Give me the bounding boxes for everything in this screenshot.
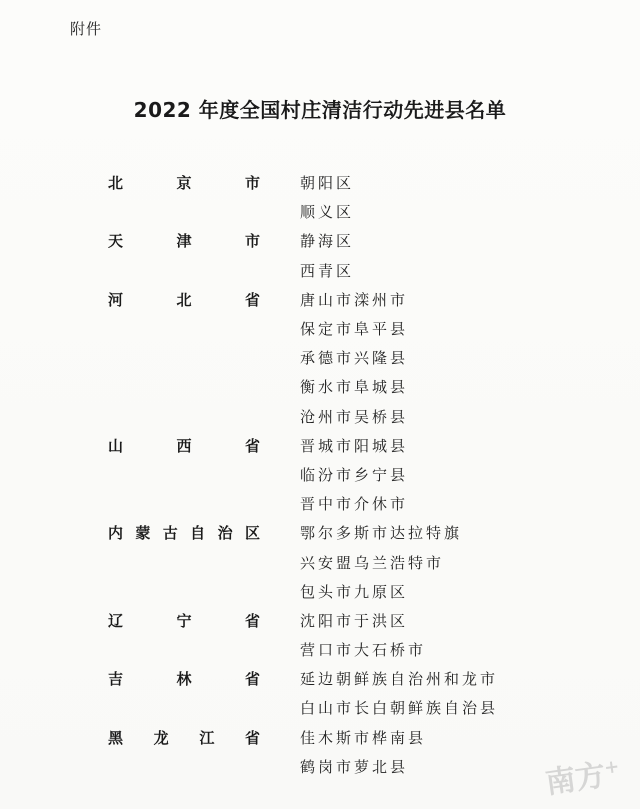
province-name	[108, 723, 260, 752]
province-char: 京	[176, 174, 192, 193]
county-name: 包头市九原区	[300, 582, 409, 601]
province-char: 西	[176, 436, 192, 455]
province-name	[108, 226, 260, 255]
county-name: 衡水市阜城县	[300, 378, 409, 397]
province-char: 省	[244, 436, 260, 455]
county-name: 保定市阜平县	[300, 320, 409, 339]
county-name: 延边朝鲜族自治州和龙市	[300, 670, 499, 689]
list-item	[108, 518, 538, 547]
province-char: 自	[190, 524, 206, 543]
list-item	[108, 431, 538, 460]
list-item	[108, 402, 538, 431]
province-char: 省	[244, 611, 260, 630]
county-name: 临汾市乡宁县	[300, 465, 409, 484]
province-char: 辽	[108, 611, 124, 630]
list-item	[108, 606, 538, 635]
province-name	[108, 518, 260, 547]
county-name: 沧州市吴桥县	[300, 407, 409, 426]
province-name	[108, 693, 260, 722]
province-char: 江	[199, 728, 215, 747]
province-char: 津	[176, 232, 192, 251]
county-name: 白山市长白朝鲜族自治县	[300, 699, 499, 718]
list-item	[108, 226, 538, 255]
list-item	[108, 256, 538, 285]
province-char: 蒙	[135, 524, 151, 543]
list-item	[108, 664, 538, 693]
list-item	[108, 343, 538, 372]
list-item	[108, 489, 538, 518]
list-item	[108, 460, 538, 489]
province-name	[108, 431, 260, 460]
province-char: 省	[244, 290, 260, 309]
province-name	[108, 402, 260, 431]
province-name	[108, 460, 260, 489]
county-name: 营口市大石桥市	[300, 641, 427, 660]
county-name: 鄂尔多斯市达拉特旗	[300, 524, 463, 543]
county-name: 晋中市介休市	[300, 495, 409, 514]
list-item	[108, 197, 538, 226]
province-name	[108, 256, 260, 285]
county-name: 晋城市阳城县	[300, 436, 409, 455]
list-item	[108, 723, 538, 752]
province-name	[108, 489, 260, 518]
list-item	[108, 635, 538, 664]
attachment-label: 附件	[70, 20, 103, 38]
province-char: 北	[176, 290, 192, 309]
province-char: 河	[108, 290, 124, 309]
list-item	[108, 285, 538, 314]
province-char: 市	[244, 174, 260, 193]
county-name: 鹤岗市萝北县	[300, 757, 409, 776]
province-name	[108, 635, 260, 664]
list-item	[108, 693, 538, 722]
county-name: 西青区	[300, 261, 355, 280]
province-char: 区	[244, 524, 260, 543]
county-name: 静海区	[300, 232, 355, 251]
province-char: 北	[108, 174, 124, 193]
province-name	[108, 197, 260, 226]
county-name: 佳木斯市桦南县	[300, 728, 427, 747]
province-char: 宁	[176, 611, 192, 630]
province-char: 天	[108, 232, 124, 251]
watermark-logo	[542, 748, 622, 802]
province-char: 省	[244, 728, 260, 747]
county-name: 顺义区	[300, 203, 355, 222]
county-name: 兴安盟乌兰浩特市	[300, 553, 445, 572]
county-name: 唐山市滦州市	[300, 290, 409, 309]
province-name	[108, 577, 260, 606]
province-char: 吉	[108, 670, 124, 689]
province-char: 省	[244, 670, 260, 689]
province-name	[108, 606, 260, 635]
watermark-plus: +	[602, 755, 621, 779]
page-title: 2022 年度全国村庄清洁行动先进县名单	[133, 98, 507, 122]
list-item	[108, 314, 538, 343]
province-char: 市	[244, 232, 260, 251]
list-item	[108, 577, 538, 606]
county-name: 承德市兴隆县	[300, 349, 409, 368]
county-name: 沈阳市于洪区	[300, 611, 409, 630]
province-name	[108, 168, 260, 197]
watermark-text: 南方	[543, 758, 608, 802]
list-item	[108, 547, 538, 576]
province-name	[108, 314, 260, 343]
list-item	[108, 372, 538, 401]
province-name	[108, 343, 260, 372]
county-name: 朝阳区	[300, 174, 355, 193]
province-char: 黑	[108, 728, 124, 747]
list-item	[108, 168, 538, 197]
province-char: 林	[176, 670, 192, 689]
province-char: 内	[108, 524, 124, 543]
province-char: 山	[108, 436, 124, 455]
province-name	[108, 664, 260, 693]
province-name	[108, 752, 260, 781]
list-item	[108, 752, 538, 781]
province-name	[108, 547, 260, 576]
province-char: 古	[162, 524, 178, 543]
province-name	[108, 372, 260, 401]
province-char: 治	[217, 524, 233, 543]
province-name	[108, 285, 260, 314]
county-list	[108, 168, 538, 781]
province-char: 龙	[153, 728, 169, 747]
